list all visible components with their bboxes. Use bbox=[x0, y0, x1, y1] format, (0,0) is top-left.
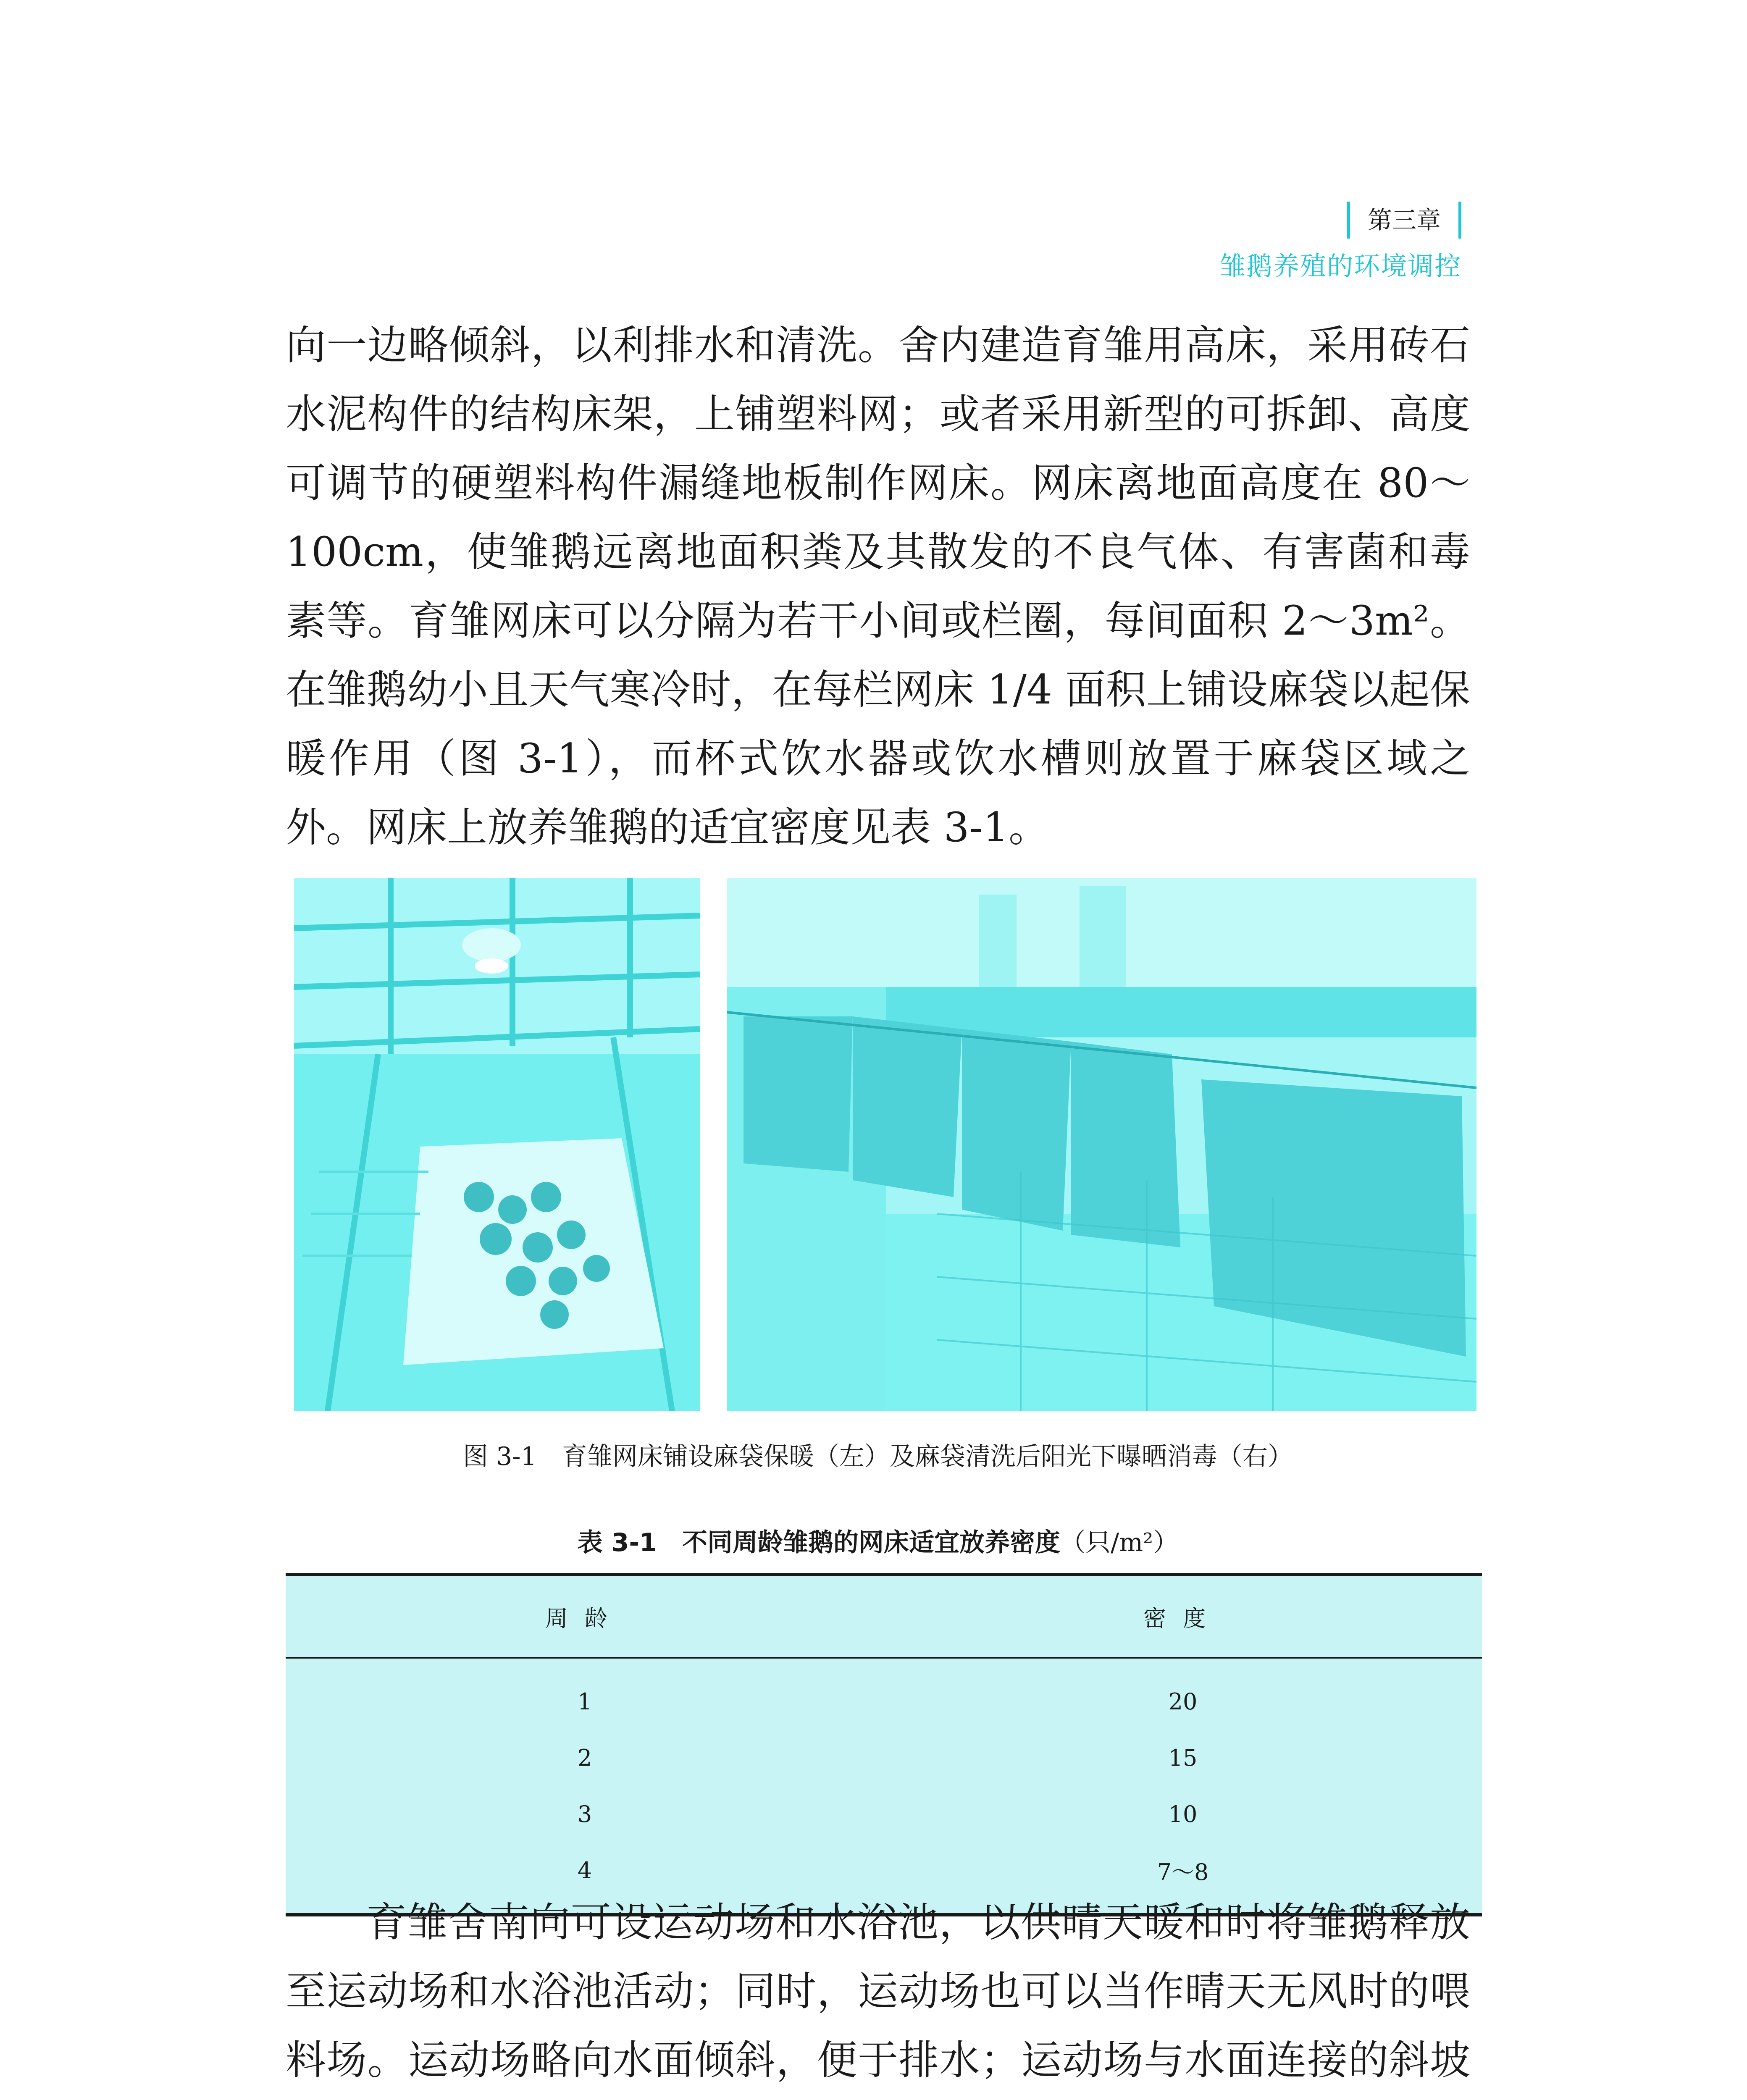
running-header bbox=[1219, 202, 1461, 283]
cell-week: 1 bbox=[577, 1688, 592, 1715]
table-row bbox=[286, 1786, 1482, 1842]
table-title bbox=[286, 1522, 1470, 1559]
chapter-label: 第三章 bbox=[1347, 202, 1461, 239]
header-density: 密度 bbox=[884, 1575, 1482, 1658]
cell-week: 3 bbox=[577, 1801, 592, 1827]
table-title-text: 表 3-1 不同周龄雏鹅的网床适宜放养密度 bbox=[577, 1528, 1061, 1557]
cell-density: 20 bbox=[1168, 1688, 1198, 1715]
cell-density: 15 bbox=[1168, 1744, 1198, 1771]
table-row bbox=[286, 1658, 1482, 1730]
density-table bbox=[286, 1573, 1482, 1916]
cell-density: 7～8 bbox=[884, 1842, 1482, 1915]
table-row bbox=[286, 1730, 1482, 1786]
figure-caption: 图 3-1 育雏网床铺设麻袋保暖（左）及麻袋清洗后阳光下曝晒消毒（右） bbox=[463, 1442, 1293, 1471]
table-unit: （只/m²） bbox=[1060, 1528, 1179, 1557]
body-paragraph-2: 育雏舍南向可设运动场和水浴池，以供晴天暖和时将雏鹅释放至运动场和水浴池活动；同时，运动场也可以当作晴天无风时的喂料场。运动场略向水面倾斜，便于排水；运动场与水面连接的斜坡 bbox=[286, 1899, 1470, 2084]
table-header-row bbox=[286, 1575, 1482, 1658]
cell-week: 4 bbox=[286, 1842, 884, 1915]
cell-density: 10 bbox=[1168, 1801, 1198, 1827]
body-paragraph-1: 向一边略倾斜，以利排水和清洗。舍内建造育雏用高床，采用砖石水泥构件的结构床架，上铺塑料网；或者采用新型的可拆卸、高度可调节的硬塑料构件漏缝地板制作网床。网床离地面高度在 80～100cm，使雏鹅远离地面积粪及其散发的不良气体、有害菌和毒素等。育雏网床可以分隔为若干小间或栏圈，每间面积 2～3m²。在雏鹅幼小且天气寒冷时，在每栏网床 1/4 面积上铺设麻袋以起保暖作用（图 3-1），而杯式饮水器或饮水槽则放置于麻袋区域之外。网床上放养雏鹅的适宜密度见表 3-1。 bbox=[286, 322, 1470, 851]
photo-sacks-drying bbox=[727, 878, 1476, 1411]
chapter-title: 雏鹅养殖的环境调控 bbox=[1219, 251, 1461, 281]
header-week-age: 周龄 bbox=[286, 1575, 884, 1658]
photo-brooding-net-bed bbox=[294, 878, 700, 1411]
cell-week: 2 bbox=[577, 1744, 592, 1771]
